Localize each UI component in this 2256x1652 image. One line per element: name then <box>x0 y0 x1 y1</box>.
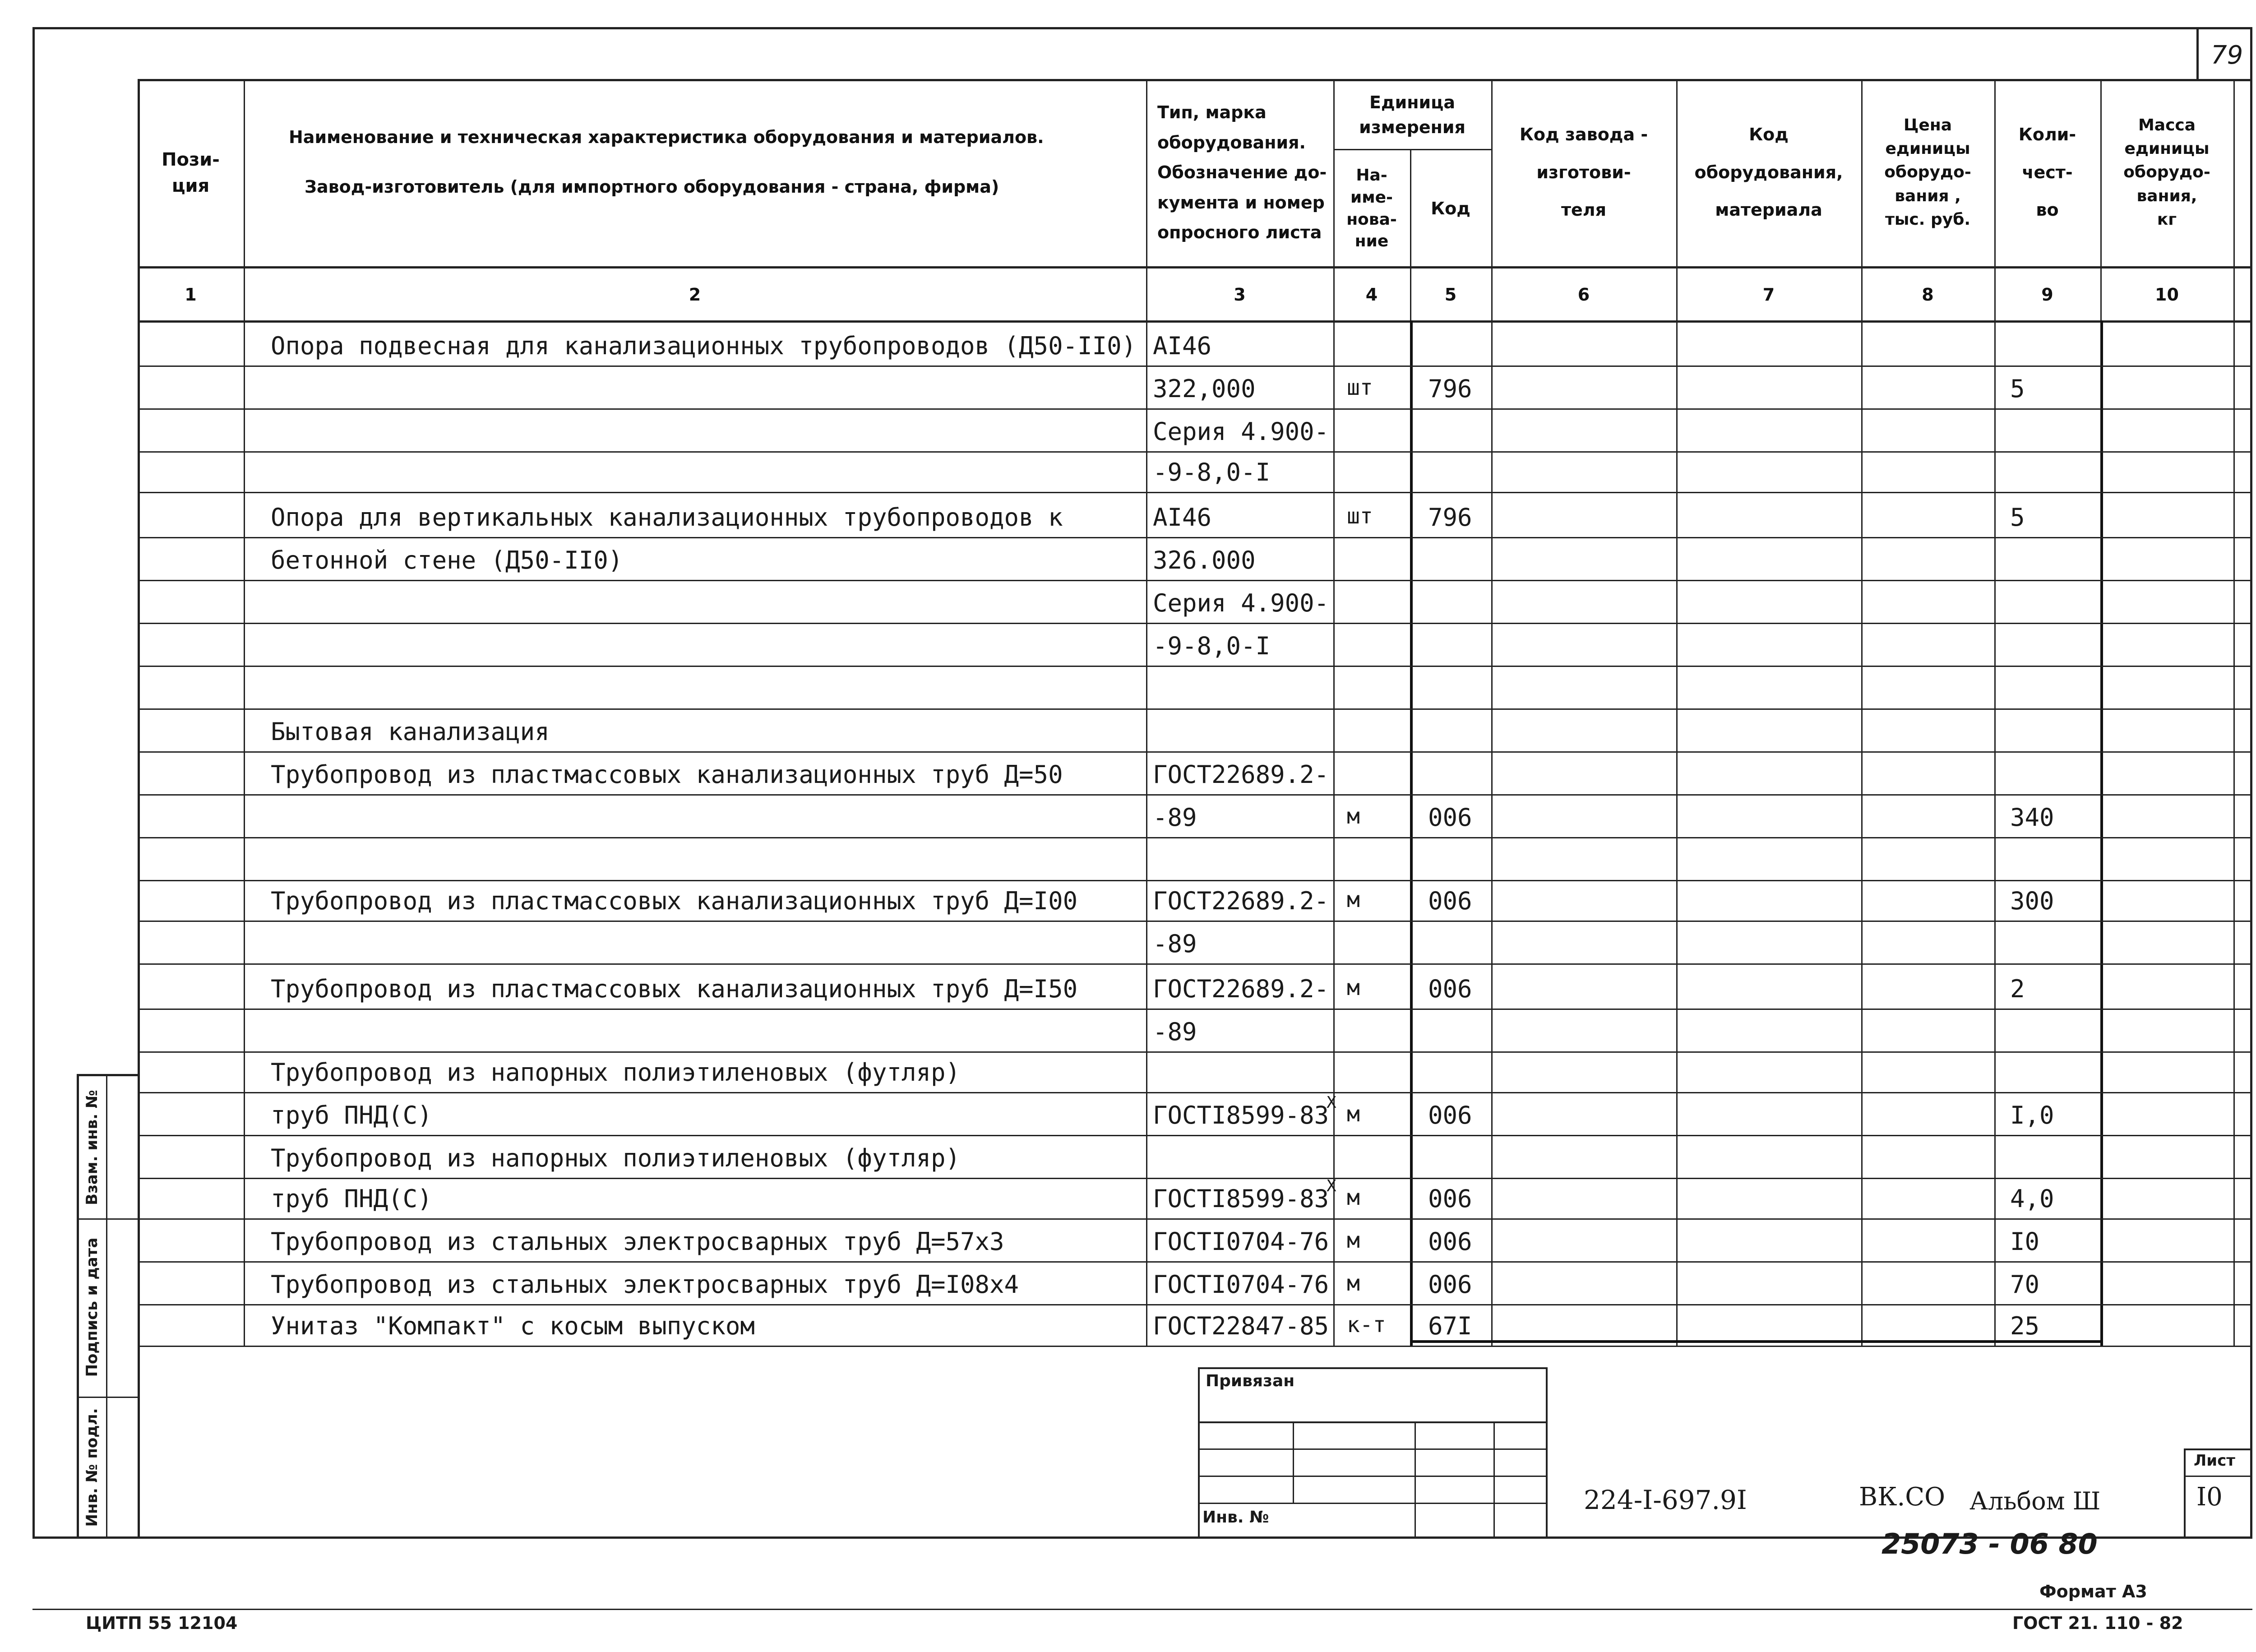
sheet-number: I0 <box>2196 1482 2223 1512</box>
header-factory-code: Код завода - изготови- теля <box>1519 125 1648 220</box>
side-podpis: Подпись и дата <box>83 1237 101 1377</box>
header-price: Цена единицы оборудо- вания , тыс. руб. <box>1884 116 1971 229</box>
colnum-3: 3 <box>1234 284 1246 305</box>
col-line-10 <box>2233 79 2235 1346</box>
privyazan-vline-3 <box>1493 1421 1495 1539</box>
header-unit-name: На- име- нова- ние <box>1346 166 1397 251</box>
cell-name: Трубопровод из стальных электросварных труб Д=57х3 <box>271 1227 1004 1256</box>
cell-doc: Серия 4.900- <box>1153 589 1329 617</box>
privyazan-line-3 <box>1198 1476 1548 1477</box>
cell-name: труб ПНД(С) <box>271 1101 432 1129</box>
cell-doc: -9-8,0-I <box>1153 458 1271 486</box>
colnum-10: 10 <box>2155 284 2179 305</box>
cell-name: Опора подвесная для канализационных трубопроводов (Д50-II0) <box>271 332 1137 360</box>
colnum-7: 7 <box>1762 284 1775 305</box>
cell-unit: м <box>1347 887 1360 912</box>
cell-qty: 300 <box>2010 887 2054 915</box>
header-type-doc: Тип, марка оборудования. Обозначение до- кумента и номер опросного листа <box>1157 102 1327 243</box>
cell-code: 796 <box>1428 503 1472 532</box>
cell-code: 006 <box>1428 1270 1472 1299</box>
cell-doc: -89 <box>1153 803 1197 832</box>
header-quantity: Коли- чест- во <box>2018 125 2076 220</box>
cell-qty: 5 <box>2010 503 2025 532</box>
row-separator <box>138 1178 2252 1179</box>
row-separator <box>138 708 2252 710</box>
cell-code: 006 <box>1428 975 1472 1003</box>
privyazan-vline-1 <box>1293 1421 1294 1503</box>
cell-name: Трубопровод из напорных полиэтиленовых (футляр) <box>271 1058 961 1087</box>
cell-qty: 25 <box>2010 1312 2040 1340</box>
cell-doc: ГОСТ22689.2- <box>1153 887 1329 915</box>
privyazan-line-1 <box>1198 1421 1548 1423</box>
cell-doc: ГОСТI0704-76 <box>1153 1270 1329 1299</box>
row-separator <box>138 963 2252 965</box>
cell-doc: ГОСТI8599-83 <box>1153 1185 1329 1213</box>
page-number: 79 <box>2211 41 2243 70</box>
colnum-9: 9 <box>2041 284 2053 305</box>
cell-code: 006 <box>1428 1101 1472 1129</box>
row-separator <box>138 1051 2252 1053</box>
row-separator <box>138 366 2252 367</box>
row-separator <box>138 623 2252 624</box>
footer-right: ГОСТ 21. 110 - 82 <box>2012 1613 2183 1633</box>
header-unit: Единица измерения <box>1359 92 1465 137</box>
row-separator <box>138 1304 2252 1305</box>
row-separator <box>138 451 2252 453</box>
cell-doc: ГОСТ22689.2- <box>1153 760 1329 789</box>
col-line-9-thick <box>2100 320 2103 1346</box>
cell-name: Унитаз "Компакт" с косым выпуском <box>271 1312 755 1340</box>
row-separator <box>138 1009 2252 1010</box>
row-separator <box>138 408 2252 410</box>
row-separator <box>138 1346 2252 1347</box>
cell-unit: шт <box>1347 504 1373 529</box>
row-separator <box>138 1218 2252 1220</box>
row-separator <box>138 1092 2252 1093</box>
row-separator <box>138 537 2252 538</box>
side-vzam: Взам. инв. № <box>83 1090 101 1205</box>
row-separator <box>138 666 2252 667</box>
row-separator <box>138 880 2252 881</box>
cell-doc: Серия 4.900- <box>1153 417 1329 446</box>
cell-qty: I,0 <box>2010 1101 2054 1129</box>
cell-name: Трубопровод из пластмассовых канализационных труб Д=50 <box>271 760 1063 789</box>
cell-code: 006 <box>1428 887 1472 915</box>
colnum-8: 8 <box>1922 284 1934 305</box>
cell-name: Трубопровод из стальных электросварных труб Д=I08х4 <box>271 1270 1019 1299</box>
col-line-4-thick <box>1410 320 1413 1346</box>
cell-name: труб ПНД(С) <box>271 1185 432 1213</box>
format-label: Формат А3 <box>2039 1582 2147 1601</box>
cell-qty: I0 <box>2010 1227 2040 1256</box>
header-unit-code: Код <box>1431 198 1470 218</box>
cell-unit: м <box>1347 975 1360 1000</box>
cell-name: бетонной стене (Д50-II0) <box>271 546 623 574</box>
handwritten-number: 25073 - 06 80 <box>1882 1527 2098 1560</box>
cell-unit: к-т <box>1347 1312 1386 1337</box>
row-separator <box>138 794 2252 796</box>
cell-doc: -89 <box>1153 930 1197 958</box>
sheet-box-line <box>2184 1476 2252 1477</box>
cell-unit: шт <box>1347 375 1373 400</box>
cell-unit: м <box>1347 1271 1360 1296</box>
cell-doc: АI46 <box>1153 332 1212 360</box>
privyazan-vline-2 <box>1415 1421 1416 1539</box>
cell-qty: 4,0 <box>2010 1185 2054 1213</box>
cell-doc: 326.000 <box>1153 546 1256 574</box>
cell-name: Бытовая канализация <box>271 717 550 746</box>
cell-name: Трубопровод из пластмассовых канализационных труб Д=I50 <box>271 975 1078 1003</box>
side-inv: Инв. № подл. <box>83 1408 101 1527</box>
row-separator <box>138 1135 2252 1136</box>
colnum-5: 5 <box>1444 284 1457 305</box>
cell-name: Трубопровод из напорных полиэтиленовых (футляр) <box>271 1144 961 1172</box>
row-separator <box>138 492 2252 493</box>
cell-doc-superscript: Х <box>1327 1177 1336 1195</box>
cell-code: 796 <box>1428 375 1472 403</box>
cell-code: 006 <box>1428 1227 1472 1256</box>
cell-doc: -9-8,0-I <box>1153 632 1271 660</box>
cell-doc: ГОСТI8599-83 <box>1153 1101 1329 1129</box>
header-position: Пози- ция <box>162 149 220 196</box>
cell-unit: м <box>1347 1185 1360 1210</box>
header-mass: Масса единицы оборудо- вания, кг <box>2123 116 2210 229</box>
cell-doc: ГОСТ22689.2- <box>1153 975 1329 1003</box>
cell-name: Опора для вертикальных канализационных трубопроводов к <box>271 503 1063 532</box>
cell-qty: 340 <box>2010 803 2054 832</box>
cell-code: 006 <box>1428 803 1472 832</box>
cell-unit: м <box>1347 804 1360 829</box>
cell-qty: 2 <box>2010 975 2025 1003</box>
colnum-1: 1 <box>185 284 197 305</box>
row-separator <box>138 921 2252 922</box>
header-name-line1: Наименование и техническая характеристика оборудования и материалов. <box>289 127 1044 148</box>
row-separator <box>138 580 2252 581</box>
cell-doc-superscript: Х <box>1327 1093 1336 1112</box>
header-name-line2: Завод-изготовитель (для импортного оборудования - страна, фирма) <box>305 177 999 197</box>
cell-name: Трубопровод из пластмассовых канализационных труб Д=I00 <box>271 887 1078 915</box>
cell-unit: м <box>1347 1101 1360 1127</box>
cell-doc: -89 <box>1153 1018 1197 1046</box>
colnum-4: 4 <box>1365 284 1378 305</box>
thick-box-bottom <box>1410 1340 2103 1343</box>
row-separator <box>138 751 2252 753</box>
cell-doc: ГОСТ22847-85 <box>1153 1312 1329 1340</box>
privyazan-line-4 <box>1198 1503 1548 1504</box>
colnum-6: 6 <box>1577 284 1590 305</box>
header-equipment-code: Код оборудования, материала <box>1694 125 1843 220</box>
cell-code: 006 <box>1428 1185 1472 1213</box>
row-separator <box>138 1261 2252 1263</box>
footer-line <box>32 1609 2252 1610</box>
cell-qty: 5 <box>2010 375 2025 403</box>
cell-code: 67I <box>1428 1312 1472 1340</box>
cell-doc: АI46 <box>1153 503 1212 532</box>
side-stamp-divider <box>106 1074 107 1539</box>
cell-doc: ГОСТI0704-76 <box>1153 1227 1329 1256</box>
privyazan-label: Привязан <box>1206 1372 1295 1390</box>
doc-code: 224-I-697.9I <box>1584 1485 1747 1515</box>
privyazan-line-2 <box>1198 1448 1548 1450</box>
doc-mark: ВК.СО <box>1859 1482 1946 1512</box>
colnum-2: 2 <box>689 284 701 305</box>
row-separator <box>138 837 2252 838</box>
cell-doc: 322,000 <box>1153 375 1256 403</box>
footer-left: ЦИТП 55 12104 <box>86 1613 238 1633</box>
sheet-label: Лист <box>2194 1452 2235 1470</box>
colnum-bottom-line <box>138 320 2252 323</box>
cell-qty: 70 <box>2010 1270 2040 1299</box>
cell-unit: м <box>1347 1228 1360 1253</box>
inv-no-label: Инв. № <box>1202 1508 1269 1527</box>
unit-sub-line <box>1333 149 1491 150</box>
album-label: Альбом Ш <box>1969 1487 2101 1515</box>
